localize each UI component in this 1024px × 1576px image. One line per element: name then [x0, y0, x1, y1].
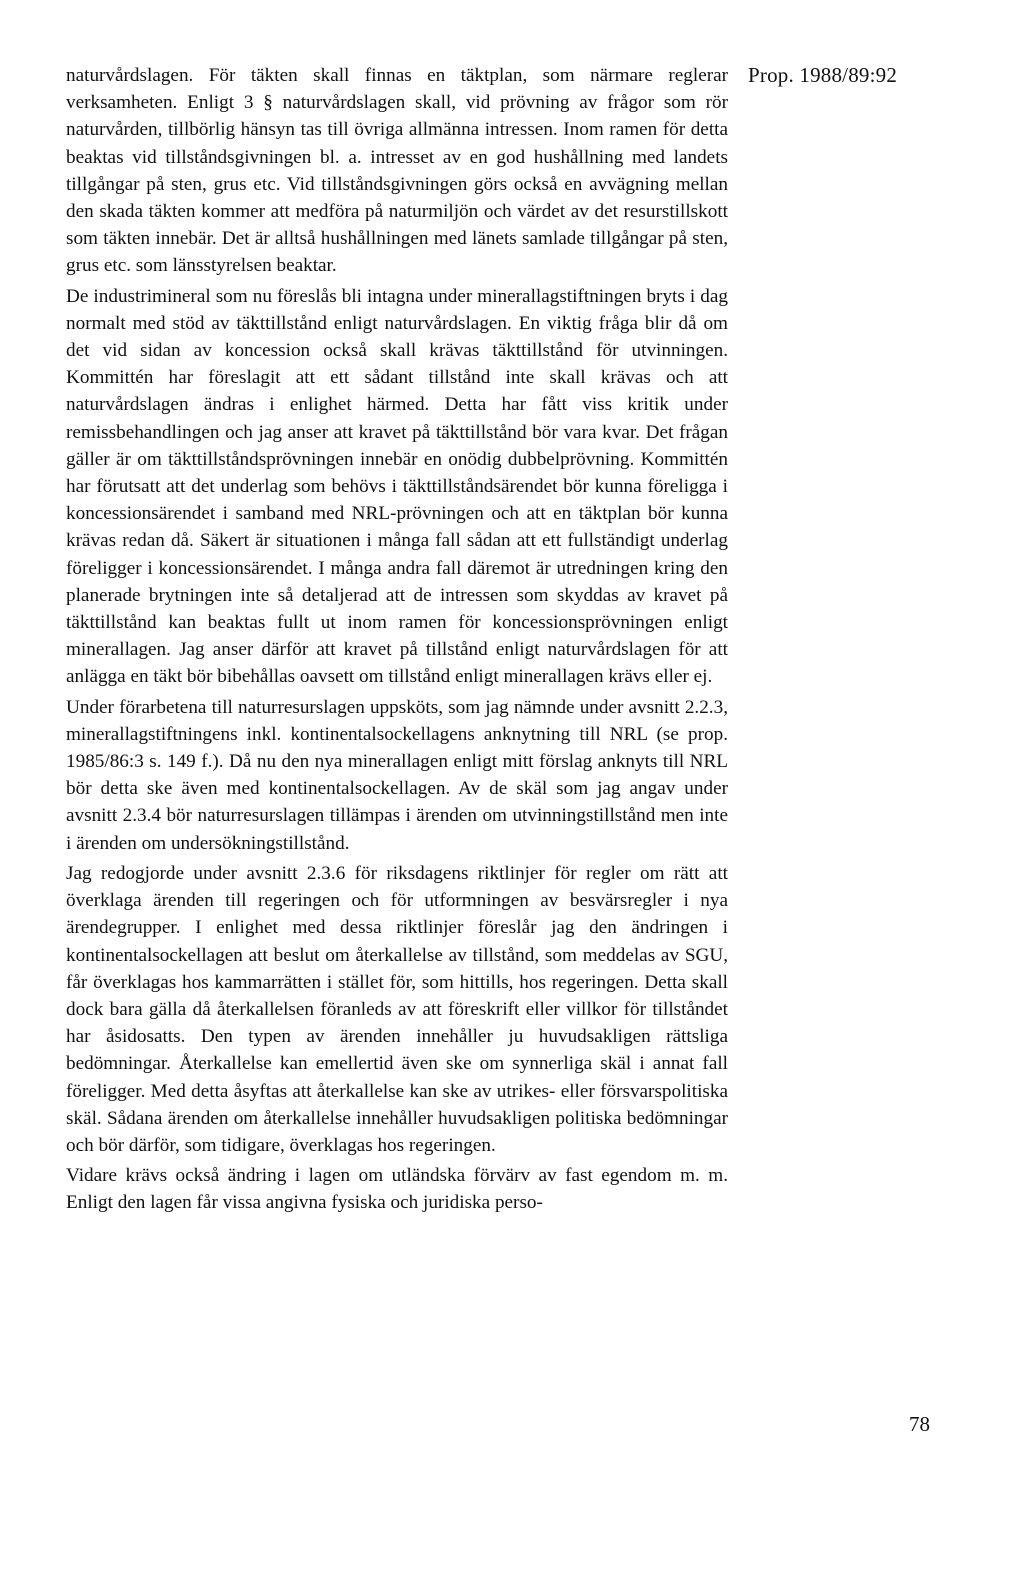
proposition-reference: Prop. 1988/89:92: [748, 63, 898, 87]
paragraph-3: Under förarbetena till naturresurslagen uppsköts, som jag nämnde under avsnitt 2.2.3, minerallagstiftningens inkl. kontinentalsockellagens anknytning till NRL (se prop. 1985/86:3 s. 149 f.). Då nu den nya minerallagen enligt mitt förslag anknyts till NRL bör detta ske även med kontinentalsockellagen. Av de skäl som jag angav under avsnitt 2.3.4 bör naturresurslagen tillämpas i ärenden om utvinningstillstånd men inte i ärenden om undersökningstillstånd.: [66, 696, 728, 854]
paragraph-4: Jag redogjorde under avsnitt 2.3.6 för riksdagens riktlinjer för regler om rätt att överklaga ärenden till regeringen och för utformningen av besvärsregler i nya ärendegrupper. I enlighet med dessa riktlinjer föreslår jag den ändringen i kontinentalsockellagen att beslut om återkallelse av tillstånd, som meddelas av SGU, får överklagas hos kammarrätten i stället för, som hittills, hos regeringen. Detta skall dock bara gälla då återkallelsen föranleds av att föreskrift eller villkor för tillståndet har åsidosatts. Den typen av ärenden innehåller ju huvudsakligen rättsliga bedömningar. Återkallelse kan emellertid även ske om synnerliga skäl i annat fall föreligger. Med detta åsyftas att återkallelse kan ske av utrikes- eller försvarspolitiska skäl. Sådana ärenden om återkallelse innehåller huvudsakligen politiska bedömningar och bör därför, som tidigare, överklagas hos regeringen.: [66, 862, 728, 1156]
paragraph-1: naturvårdslagen. För täkten skall finnas en täktplan, som närmare reglerar verksamheten. Enligt 3 § naturvårdslagen skall, vid prövning av frågor som rör naturvården, tillbörlig hänsyn tas till övriga allmänna intressen. Inom ramen för detta beaktas vid tillståndsgivningen bl. a. intresset av en god hushållning med landets tillgångar på sten, grus etc. Vid tillståndsgivningen görs också en avvägning mellan den skada täkten kommer att medföra på naturmiljön och värdet av det resurstillskott som täkten innebär. Det är alltså hushållningen med länets samlade tillgångar på sten, grus etc. som länsstyrelsen beaktar.: [66, 65, 728, 277]
body-text: [66, 62, 728, 1217]
page-number: 78: [909, 1412, 930, 1436]
paragraph-5: Vidare krävs också ändring i lagen om utländska förvärv av fast egendom m. m. Enligt den lagen får vissa angivna fysiska och juridiska perso-: [66, 1165, 728, 1214]
paragraph-2: De industrimineral som nu föreslås bli intagna under minerallagstiftningen bryts i dag normalt med stöd av täkttillstånd enligt naturvårdslagen. En viktig fråga blir då om det vid sidan av koncession också skall krävas täkttillstånd för utvinningen. Kommittén har föreslagit att ett sådant tillstånd inte skall krävas och att naturvårdslagen ändras i enlighet härmed. Detta har fått viss kritik under remissbehandlingen och jag anser att kravet på täkttillstånd bör vara kvar. Det frågan gäller är om täkttillståndsprövningen innebär en onödig dubbelprövning. Kommittén har förutsatt att det underlag som behövs i täkttillståndsärendet bör kunna föreligga i koncessionsärendet i samband med NRL-prövningen och att en täktplan bör kunna krävas redan då. Säkert är situationen i många fall sådan att ett fullständigt underlag föreligger i koncessionsärendet. I många andra fall däremot är utredningen kring den planerade brytningen inte så detaljerad att de intressen som skyddas av kravet på täkttillstånd kan beaktas fullt ut inom ramen för koncessionsprövningen enligt minerallagen. Jag anser därför att kravet på tillstånd enligt naturvårdslagen för att anlägga en täkt bör bibehållas oavsett om tillstånd enligt minerallagen krävs eller ej.: [66, 285, 728, 688]
